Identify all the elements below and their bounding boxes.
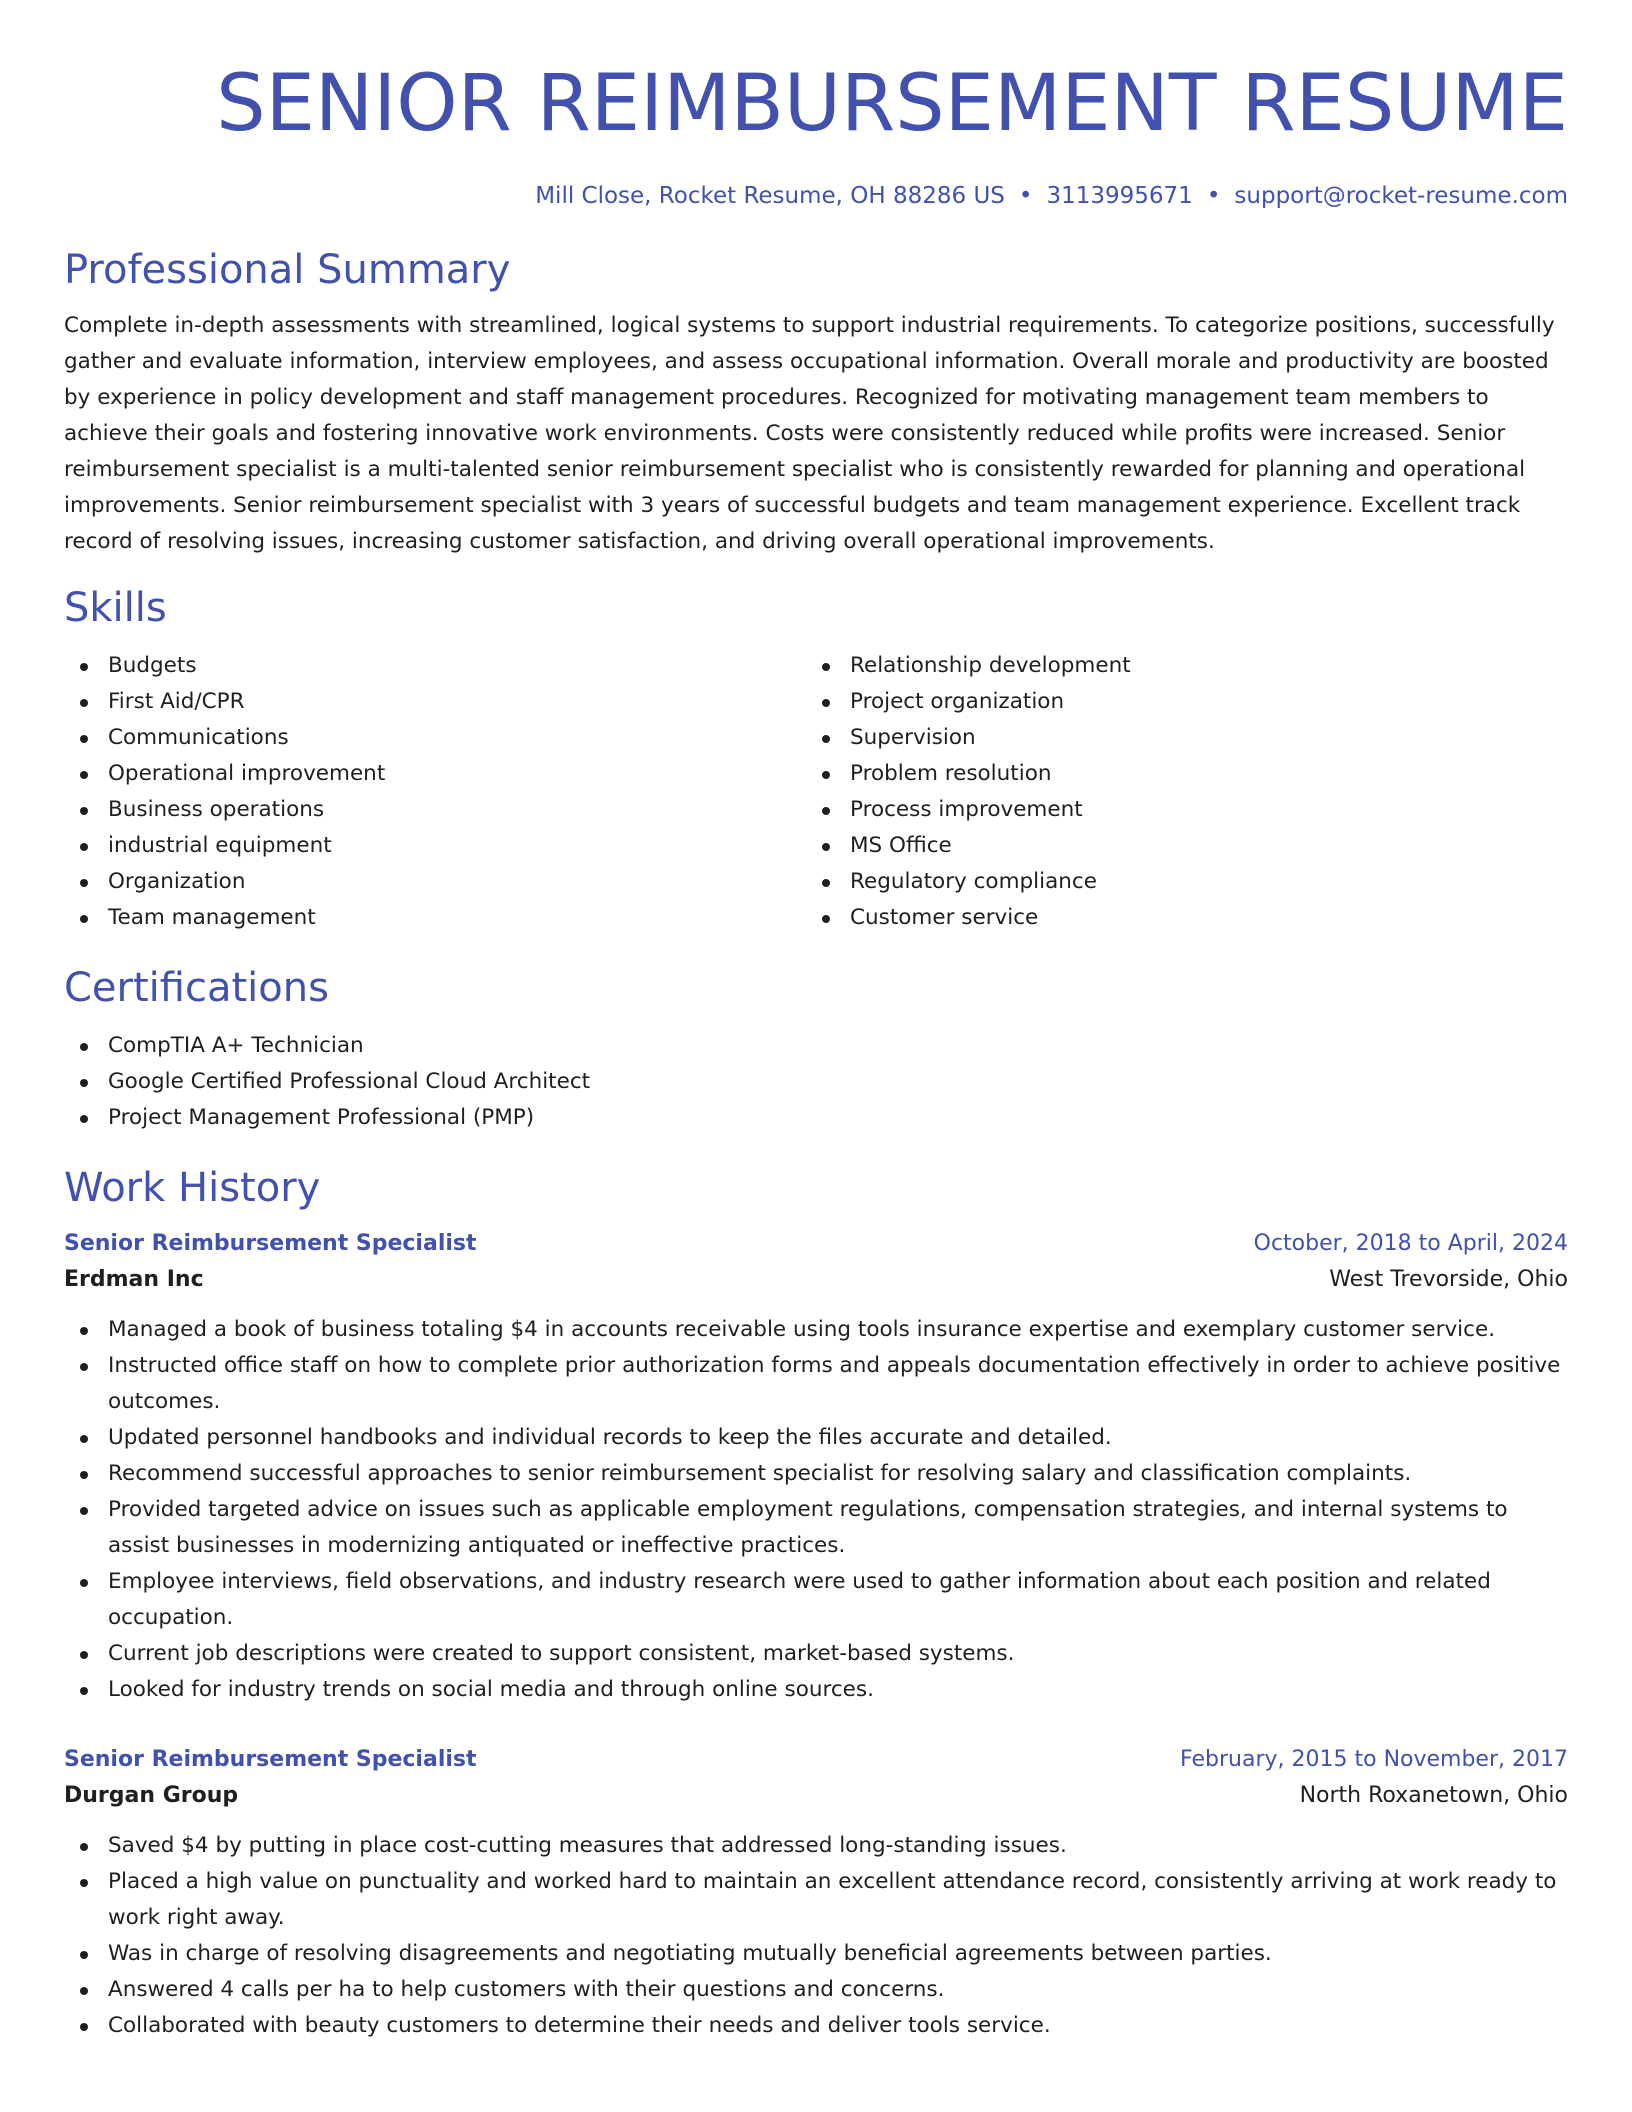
skills-list-right [806, 648, 1548, 936]
skill-item: Regulatory compliance [806, 864, 1548, 900]
skill-item: Customer service [806, 900, 1548, 936]
summary-heading: Professional Summary [64, 247, 511, 293]
certification-item: Google Certified Professional Cloud Architect [64, 1064, 1568, 1100]
job-bullets [64, 1828, 1568, 2044]
contact-phone: 3113995671 [1046, 183, 1193, 209]
skill-item: Business operations [64, 792, 806, 828]
work-history-heading: Work History [64, 1165, 321, 1211]
job-bullet: Managed a book of business totaling $4 in accounts receivable using tools insurance expertise and exemplary customer service. [64, 1312, 1568, 1348]
job-bullet: Provided targeted advice on issues such as applicable employment regulations, compensation strategies, and internal systems to assist businesses in modernizing antiquated or ineffective practices. [64, 1492, 1568, 1564]
skill-item: Budgets [64, 648, 806, 684]
certifications-list [64, 1028, 1568, 1136]
certification-item: Project Management Professional (PMP) [64, 1100, 1568, 1136]
job-bullet: Saved $4 by putting in place cost-cutting measures that addressed long-standing issues. [64, 1828, 1568, 1864]
contact-line [64, 180, 1568, 212]
skill-item: MS Office [806, 828, 1548, 864]
skill-item: industrial equipment [64, 828, 806, 864]
contact-separator: • [1018, 183, 1033, 209]
job-title: Senior Reimbursement Specialist [64, 1231, 477, 1256]
job-bullet: Looked for industry trends on social media and through online sources. [64, 1672, 1568, 1708]
certifications-section [64, 962, 1568, 1136]
job-entry [64, 1744, 1568, 2044]
certification-item: CompTIA A+ Technician [64, 1028, 1568, 1064]
job-bullet: Instructed office staff on how to complete prior authorization forms and appeals documentation effectively in order to achieve positive outcomes. [64, 1348, 1568, 1420]
job-bullets [64, 1312, 1568, 1708]
job-bullet: Updated personnel handbooks and individual records to keep the files accurate and detailed. [64, 1420, 1568, 1456]
job-bullet: Collaborated with beauty customers to determine their needs and deliver tools service. [64, 2008, 1568, 2044]
job-company: Erdman Inc [64, 1267, 204, 1292]
skills-list-left [64, 648, 806, 936]
job-company-row [64, 1260, 1568, 1300]
skills-section [64, 582, 1568, 936]
job-company: Durgan Group [64, 1783, 239, 1808]
job-entry [64, 1228, 1568, 1708]
skills-heading: Skills [64, 585, 167, 631]
job-header-row [64, 1744, 1568, 1776]
skill-item: Team management [64, 900, 806, 936]
skill-item: Project organization [806, 684, 1548, 720]
skill-item: Organization [64, 864, 806, 900]
job-company-row [64, 1776, 1568, 1816]
skill-item: First Aid/CPR [64, 684, 806, 720]
skill-item: Process improvement [806, 792, 1548, 828]
job-title: Senior Reimbursement Specialist [64, 1747, 477, 1772]
job-dates: October, 2018 to April, 2024 [1253, 1231, 1568, 1256]
job-bullet: Answered 4 calls per ha to help customers with their questions and concerns. [64, 1972, 1568, 2008]
job-dates: February, 2015 to November, 2017 [1180, 1747, 1568, 1772]
skill-item: Operational improvement [64, 756, 806, 792]
resume-name: SENIOR REIMBURSEMENT RESUME [216, 59, 1568, 149]
job-bullet: Recommend successful approaches to senior reimbursement specialist for resolving salary and classification complaints. [64, 1456, 1568, 1492]
skill-item: Supervision [806, 720, 1548, 756]
job-bullet: Was in charge of resolving disagreements and negotiating mutually beneficial agreements between parties. [64, 1936, 1568, 1972]
job-bullet: Employee interviews, field observations, and industry research were used to gather information about each position and related occupation. [64, 1564, 1568, 1636]
job-bullet: Current job descriptions were created to support consistent, market-based systems. [64, 1636, 1568, 1672]
summary-section [64, 244, 1568, 560]
job-location: North Roxanetown, Ohio [1299, 1783, 1568, 1808]
skill-item: Relationship development [806, 648, 1548, 684]
summary-text: Complete in-depth assessments with streamlined, logical systems to support industrial requirements. To categorize positions, successfully gather and evaluate information, interview employees, and assess occupational information. Overall morale and productivity are boosted by experience in policy development and staff management procedures. Recognized for motivating management team members to achieve their goals and fostering innovative work environments. Costs were consistently reduced while profits were increased. Senior reimbursement specialist is a multi-talented senior reimbursement specialist who is consistently rewarded for planning and operational improvements. Senior reimbursement specialist with 3 years of successful budgets and team management experience. Excellent track record of resolving issues, increasing customer satisfaction, and driving overall operational improvements. [64, 313, 1555, 554]
contact-email: support@rocket-resume.com [1234, 183, 1568, 209]
skill-item: Problem resolution [806, 756, 1548, 792]
contact-separator: • [1206, 183, 1221, 209]
contact-address: Mill Close, Rocket Resume, OH 88286 US [535, 183, 1005, 209]
certifications-heading: Certifications [64, 965, 329, 1011]
skill-item: Communications [64, 720, 806, 756]
job-header-row [64, 1228, 1568, 1260]
work-history-section [64, 1162, 1568, 2044]
job-bullet: Placed a high value on punctuality and worked hard to maintain an excellent attendance record, consistently arriving at work ready to work right away. [64, 1864, 1568, 1936]
skills-grid [64, 648, 1568, 936]
job-location: West Trevorside, Ohio [1329, 1267, 1568, 1292]
